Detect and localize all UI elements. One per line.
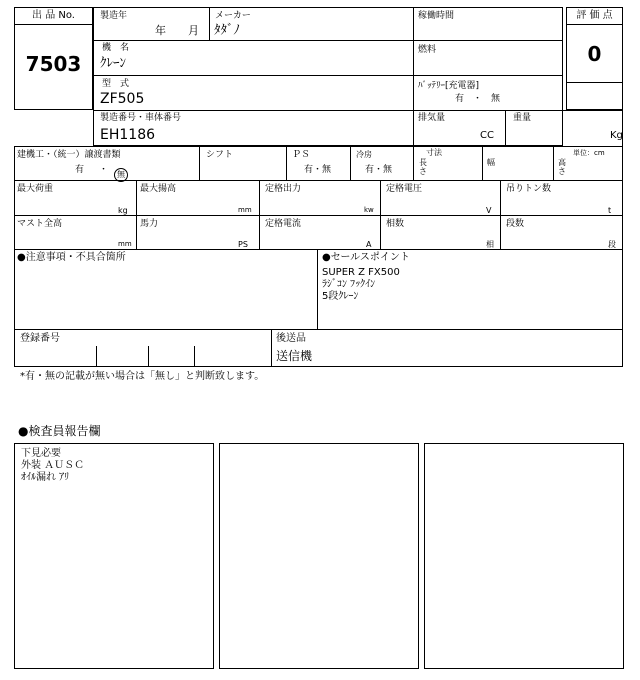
transfer-doc-sep: ・ <box>99 165 109 175</box>
grid-line <box>553 146 554 180</box>
serial-value: EH1186 <box>100 127 156 143</box>
weight-unit: Kg <box>610 130 623 141</box>
stage-count-label: 段数 <box>506 219 525 229</box>
grid-line <box>148 346 149 367</box>
year-label: 製造年 <box>100 11 128 21</box>
caution-label: ●注意事項・不具合箇所 <box>17 252 126 263</box>
cooling-value: 有・無 <box>365 165 393 175</box>
grid-line <box>413 7 414 146</box>
max-load-unit: kg <box>118 206 128 215</box>
shift-label: シフト <box>206 150 234 160</box>
grid-line <box>136 180 137 250</box>
spec-table <box>14 146 623 250</box>
transfer-doc-yes: 有 <box>75 165 85 175</box>
rating-label: 評 価 点 <box>576 10 613 21</box>
dimension-label: 寸法 <box>426 148 442 157</box>
grid-line <box>14 215 623 216</box>
sales-point-text: SUPER Z FX500 ﾗｼﾞｺﾝ ﾌｯｸｲﾝ 5段ｸﾚｰﾝ <box>322 267 400 302</box>
year-units: 年 月 <box>155 24 199 37</box>
grid-line <box>199 146 200 180</box>
inspector-box-2 <box>219 443 419 669</box>
rated-current-unit: A <box>366 240 372 249</box>
ps-value: 有・無 <box>304 165 332 175</box>
grid-line <box>93 40 563 41</box>
cooling-label: 冷房 <box>356 150 372 159</box>
transfer-doc-no: 無 <box>114 168 128 182</box>
type-value: ZF505 <box>100 91 145 107</box>
phase-count-unit: 相 <box>486 240 494 249</box>
delivery-value: 送信機 <box>276 349 313 363</box>
grid-line <box>209 7 210 40</box>
horsepower-unit: PS <box>238 240 248 249</box>
fuel-label: 燃料 <box>418 45 437 55</box>
grid-line <box>96 346 97 367</box>
displacement-unit: CC <box>480 130 494 141</box>
grid-line <box>93 110 563 111</box>
mast-height-unit: mm <box>118 240 132 248</box>
type-label: 型 式 <box>102 79 130 89</box>
ps-label: ＰＳ <box>292 150 311 160</box>
rated-output-unit: kw <box>364 206 374 214</box>
stage-count-unit: 段 <box>608 240 616 249</box>
grid-line <box>413 146 414 180</box>
phase-count-label: 相数 <box>386 219 405 229</box>
delivery-label: 後送品 <box>276 333 306 344</box>
max-lift-unit: mm <box>238 206 252 214</box>
grid-line <box>563 110 623 111</box>
registration-label: 登録番号 <box>20 333 60 344</box>
lot-number-label: 出 品 No. <box>32 10 75 21</box>
grid-line <box>500 180 501 250</box>
footnote: *有・無の記載が無い場合は「無し」と判断致します。 <box>20 371 265 382</box>
dimension-unit: 単位：cm <box>573 149 605 157</box>
dimension-height: 高 さ <box>558 158 566 176</box>
dimension-length: 長 さ <box>419 158 427 176</box>
battery-label: ﾊﾞｯﾃﾘｰ[充電器] <box>418 81 480 91</box>
battery-value: 有 ・ 無 <box>455 94 501 104</box>
hoist-tonnage-unit: t <box>608 206 612 215</box>
maker-label: メーカー <box>215 11 251 21</box>
max-load-label: 最大荷重 <box>17 184 54 194</box>
grid-line <box>93 75 563 76</box>
grid-line <box>271 329 272 367</box>
grid-line <box>350 146 351 180</box>
mast-height-label: マスト全高 <box>17 219 63 229</box>
grid-line <box>286 146 287 180</box>
serial-label: 製造番号・車体番号 <box>100 113 182 123</box>
hoist-tonnage-label: 吊りトン数 <box>506 184 552 194</box>
rated-voltage-label: 定格電圧 <box>386 184 423 194</box>
rated-current-label: 定格電流 <box>265 219 302 229</box>
displacement-label: 排気量 <box>418 113 446 123</box>
grid-line <box>259 180 260 250</box>
lot-number: 7503 <box>25 52 82 76</box>
rated-voltage-unit: V <box>486 206 492 215</box>
grid-line <box>380 180 381 250</box>
grid-line <box>317 249 318 330</box>
kind-label: 機 名 <box>102 43 130 53</box>
max-lift-label: 最大揚高 <box>140 184 177 194</box>
grid-line <box>505 110 506 146</box>
inspector-report-title: ●検査員報告欄 <box>18 424 101 438</box>
grid-line <box>194 346 195 367</box>
grid-line <box>482 146 483 180</box>
inspector-box-1-text: 下見必要 外装 ＡＵＳＣ ｵｲﾙ漏れ ｱﾘ <box>21 448 85 483</box>
maker-value: ﾀﾀﾞﾉ <box>214 23 240 38</box>
registration-row <box>14 329 623 367</box>
dimension-width: 幅 <box>487 158 495 167</box>
inspector-box-3 <box>424 443 624 669</box>
sales-point-label: ●セールスポイント <box>322 252 410 263</box>
horsepower-label: 馬力 <box>140 219 159 229</box>
weight-label: 重量 <box>513 113 532 123</box>
transfer-doc-no-circled <box>114 162 128 182</box>
rated-output-label: 定格出力 <box>265 184 302 194</box>
kind-value: ｸﾚｰﾝ <box>100 56 126 71</box>
transfer-doc-label: 建機工・（統一）譲渡書類 <box>17 150 121 160</box>
lot-number-divider <box>14 24 93 25</box>
rating-value: 0 <box>587 42 602 66</box>
grid-line <box>14 180 623 181</box>
hours-label: 稼働時間 <box>418 11 455 21</box>
